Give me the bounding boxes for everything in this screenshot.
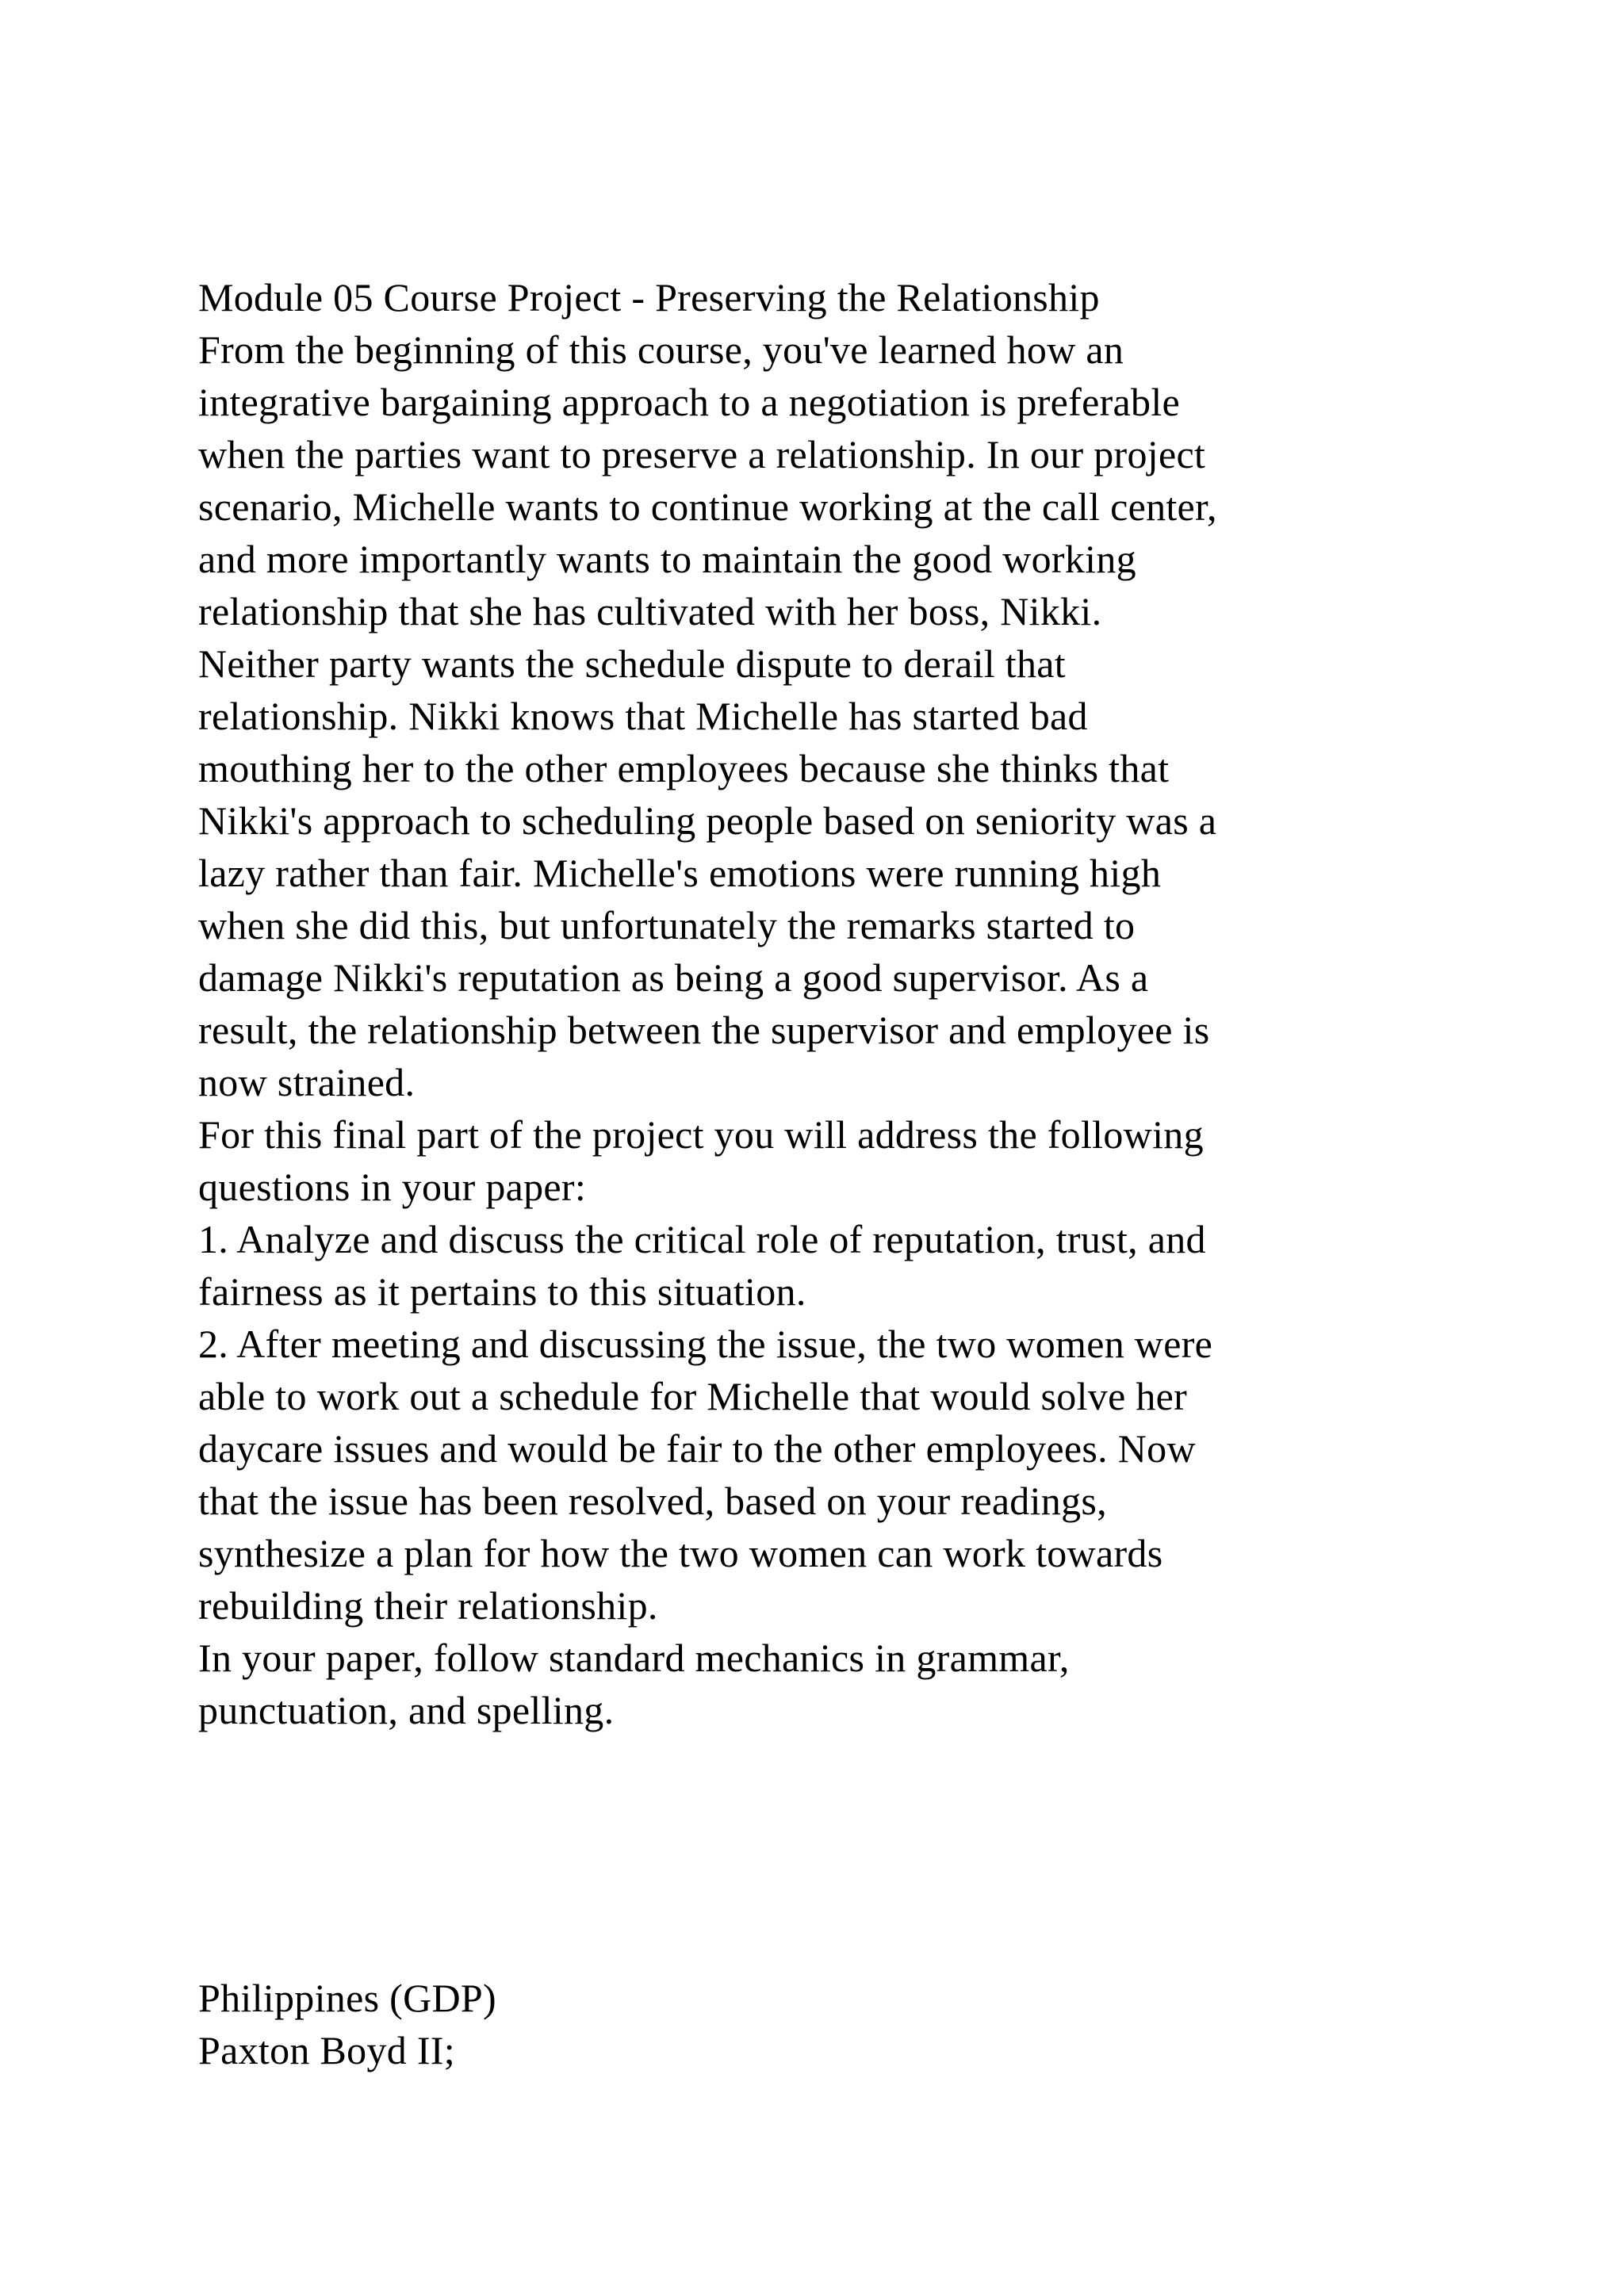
text-line: Nikki's approach to scheduling people based on seniority was a <box>198 798 1217 843</box>
footer-line: Paxton Boyd II; <box>198 2028 455 2072</box>
text-line: and more importantly wants to maintain the good working <box>198 537 1136 581</box>
question-2-line: able to work out a schedule for Michelle that would solve her <box>198 1374 1188 1418</box>
document-title: Module 05 Course Project - Preserving the Relationship <box>198 275 1100 320</box>
text-line: damage Nikki's reputation as being a good supervisor. As a <box>198 955 1149 1000</box>
question-2-line: daycare issues and would be fair to the other employees. Now <box>198 1426 1196 1471</box>
text-line: relationship. Nikki knows that Michelle has started bad <box>198 694 1088 738</box>
text-line: punctuation, and spelling. <box>198 1688 615 1732</box>
document-footer <box>198 1972 1499 2076</box>
question-2-line: 2. After meeting and discussing the issue, the two women were <box>198 1322 1213 1366</box>
footer-line: Philippines (GDP) <box>198 1976 496 2020</box>
text-line: mouthing her to the other employees because she thinks that <box>198 746 1170 790</box>
question-2-line: synthesize a plan for how the two women can work towards <box>198 1531 1163 1575</box>
text-line: when she did this, but unfortunately the remarks started to <box>198 903 1136 947</box>
document-body <box>198 271 1499 1736</box>
question-1-line: fairness as it pertains to this situation. <box>198 1269 806 1314</box>
text-line: lazy rather than fair. Michelle's emotions were running high <box>198 851 1162 895</box>
question-2-line: that the issue has been resolved, based on your readings, <box>198 1479 1107 1523</box>
text-line: For this final part of the project you will address the following <box>198 1112 1204 1157</box>
text-line: now strained. <box>198 1060 416 1104</box>
text-line: In your paper, follow standard mechanics in grammar, <box>198 1636 1070 1680</box>
question-1-line: 1. Analyze and discuss the critical role of reputation, trust, and <box>198 1217 1206 1261</box>
text-line: integrative bargaining approach to a negotiation is preferable <box>198 380 1181 424</box>
text-line: scenario, Michelle wants to continue working at the call center, <box>198 484 1217 529</box>
text-line: result, the relationship between the supervisor and employee is <box>198 1008 1210 1052</box>
text-line: From the beginning of this course, you've learned how an <box>198 327 1124 372</box>
text-line: when the parties want to preserve a relationship. In our project <box>198 432 1206 476</box>
text-line: questions in your paper: <box>198 1165 587 1209</box>
text-line: Neither party wants the schedule dispute to derail that <box>198 641 1066 686</box>
text-line: relationship that she has cultivated with her boss, Nikki. <box>198 589 1102 633</box>
question-2-line: rebuilding their relationship. <box>198 1583 658 1628</box>
